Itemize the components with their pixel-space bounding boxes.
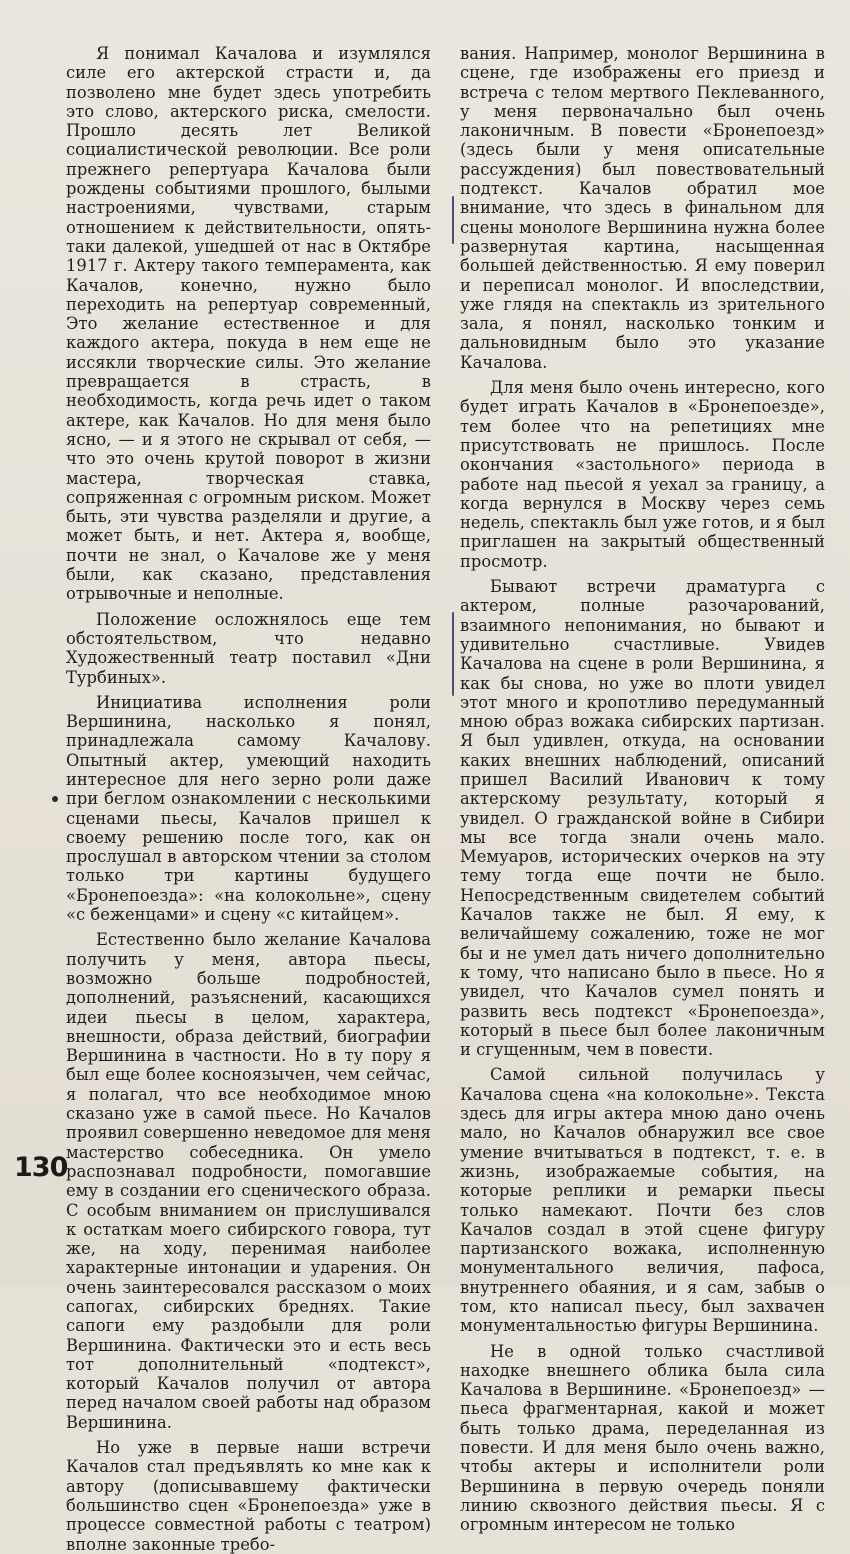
paragraph: Естественно было желание Качалова получить у меня, автора пьесы, возможно больше подробностей, дополнений, разъяснений, касающихся идеи пьесы в целом, характера, внешности, образа действий, биографии Вершинина в частности. Но в ту пору я был еще более косноязычен, чем сейчас, я полагал, что все необходимое мною сказано уже в самой пьесе. Но Качалов проявил совершенно неведомое для меня мастерство собеседника. Он умело распознавал подробности, помогавшие ему в создании его сценического образа. С особым вниманием он прислушивался к остаткам моего сибирского говора, тут же, на ходу, перенимая наиболее характерные интонации и ударения. Он очень заинтересовался рассказом о моих сапогах, сибирских бреднях. Такие сапоги ему раздобыли для роли Вершинина. Фактически это и есть весь тот дополнительный «подтекст», который Качалов получил от автора перед началом своей работы над образом Вершинина.: [66, 930, 431, 1432]
paragraph: Но уже в первые наши встречи Качалов стал предъявлять ко мне как к автору (дописывавшему фактически большинство сцен «Бронепоезда» уже в процессе совместной работы с театром) вполне законные требо-: [66, 1438, 431, 1554]
margin-pencil-mark: [452, 196, 454, 244]
paragraph: Для меня было очень интересно, кого будет играть Качалов в «Бронепоезде», тем более что на репетициях мне присутствовать не пришлось. После окончания «застольного» периода в работе над пьесой я уехал за границу, а когда вернулся в Москву через семь недель, спектакль был уже готов, и я был приглашен на закрытый общественный просмотр.: [460, 378, 825, 571]
paragraph: Положение осложнялось еще тем обстоятельством, что недавно Художественный театр поставил «Дни Турбиных».: [66, 609, 431, 687]
margin-pencil-mark: [452, 612, 454, 696]
paragraph: Не в одной только счастливой находке внешнего облика была сила Качалова в Вершинине. «Бронепоезд» — пьеса фрагментарная, какой и может быть только драма, переделанная из повести. И для меня было очень важно, чтобы актеры и исполнители роли Вершинина в первую очередь поняли линию сквозного действия пьесы. Я с огромным интересом не только: [460, 1341, 825, 1535]
paragraph: Самой сильной получилась у Качалова сцена «на колокольне». Текста здесь для игры актера мною дано очень мало, но Качалов обнаружил все свое умение вчитываться в подтекст, т. е. в жизнь, изображаемые события, на которые реплики и ремарки пьесы только намекают. Почти без слов Качалов создал в этой сцене фигуру партизанского вожака, исполненную монументального величия, пафоса, внутреннего обаяния, и я сам, забыв о том, кто написал пьесу, был захвачен монументальностью фигуры Вершинина.: [460, 1065, 825, 1336]
page-number: 130: [14, 1152, 68, 1183]
paragraph: Я понимал Качалова и изумлялся силе его актерской страсти и, да позволено мне будет здесь употребить это слово, актерского риска, смелости. Прошло десять лет Великой социалистической революции. Все роли прежнего репертуара Качалова были рождены событиями прошлого, былыми настроениями, чувствами, старым отношением к действительности, опять-таки далекой, ушедшей от нас в Октябре 1917 г. Актеру такого темперамента, как Качалов, конечно, нужно было переходить на репертуар современный, Это желание естественное и для каждого актера, покуда в нем еще не иссякли творческие силы. Это желание превращается в страсть, в необходимость, когда речь идет о таком актере, как Качалов. Но для меня было ясно, — и я этого не скрывал от себя, — что это очень крутой поворот в жизни мастера, творческая ставка, сопряженная с огромным риском. Может быть, эти чувства разделяли и другие, а может быть, и нет. Актера я, вообще, почти не знал, о Качалове же у меня были, как сказано, представления отрывочные и неполные.: [66, 44, 431, 604]
paragraph: Бывают встречи драматурга с актером, полные разочарований, взаимного непонимания, но бывают и удивительно счастливые. Увидев Качалова на сцене в роли Вершинина, я как бы снова, но уже во плоти увидел этот много и кропотливо передуманный мною образ вожака сибирских партизан. Я был удивлен, откуда, на основании каких внешних наблюдений, описаний пришел Василий Иванович к тому актерскому результату, который я увидел. О гражданской войне в Сибири мы все тогда знали очень мало. Мемуаров, исторических очерков на эту тему тогда еще почти не было. Непосредственным свидетелем событий Качалов также не был. Я ему, к величайшему сожалению, тоже не мог бы и не умел дать ничего дополнительно к тому, что написано было в пьесе. Но я увидел, что Качалов сумел понять и развить весь подтекст «Бронепоезда», который в пьесе был более лаконичным и сгущенным, чем в повести.: [460, 577, 825, 1060]
paragraph: Инициатива исполнения роли Вершинина, насколько я понял, принадлежала самому Качалову. Опытный актер, умеющий находить интересное для него зерно роли даже при беглом ознакомлении с несколькими сценами пьесы, Качалов пришел к своему решению после того, как он прослушал в авторском чтении за столом только три картины будущего «Бронепоезда»: «на колокольне», сцену «с беженцами» и сцену «с китайцем».: [66, 692, 431, 925]
margin-dot-mark: [52, 796, 58, 802]
paragraph: вания. Например, монолог Вершинина в сцене, где изображены его приезд и встреча с телом мертвого Пеклеванного, у меня первоначально был очень лаконичным. В повести «Бронепоезд» (здесь были у меня описательные рассуждения) был повествовательный подтекст. Качалов обратил мое внимание, что здесь в финальном для сцены монологе Вершинина нужна более развернутая картина, насыщенная большей действенностью. Я ему поверил и переписал монолог. И впоследствии, уже глядя на спектакль из зрительного зала, я понял, насколько тонким и дальновидным было это указание Качалова.: [460, 44, 825, 372]
left-column: [66, 44, 431, 1554]
right-column: [460, 44, 825, 1535]
